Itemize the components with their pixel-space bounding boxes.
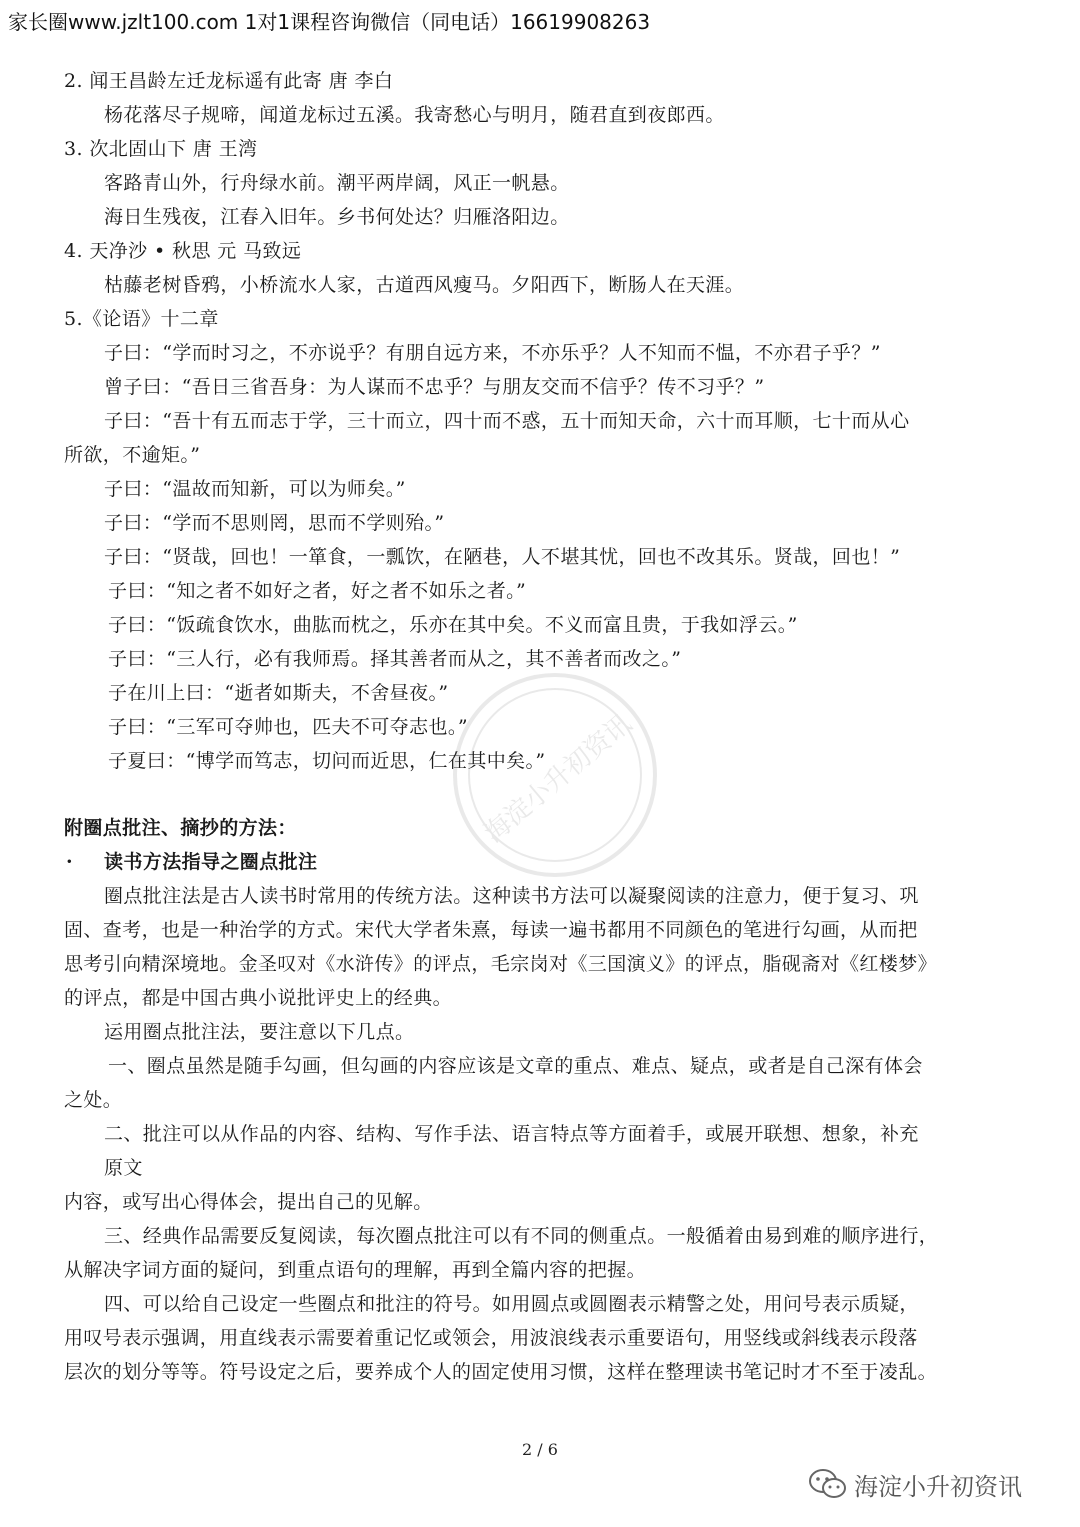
- lunyu-line: 子曰：“三人行，必有我师焉。择其善者而从之，其不善者而改之。”: [108, 648, 682, 670]
- paragraph-line: 二、批注可以从作品的内容、结构、写作手法、语言特点等方面着手，或展开联想、想象，补充: [104, 1123, 919, 1145]
- paragraph-line: 固、查考，也是一种治学的方式。宋代大学者朱熹，每读一遍书都用不同颜色的笔进行勾画，从而把: [64, 919, 918, 941]
- appendix-heading: 附圈点批注、摘抄的方法：: [64, 817, 297, 839]
- paragraph-line: 从解决字词方面的疑问，到重点语句的理解，再到全篇内容的把握。: [64, 1259, 647, 1281]
- paragraph-line: 内容，或写出心得体会，提出自己的见解。: [64, 1191, 433, 1213]
- paragraph-line: 用叹号表示强调，用直线表示需要着重记忆或领会，用波浪线表示重要语句，用竖线或斜线表示段落: [64, 1327, 918, 1349]
- lunyu-line: 子曰：“三军可夺帅也，匹夫不可夺志也。”: [108, 716, 468, 738]
- bullet-mark: ·: [66, 851, 74, 873]
- poem-line: 客路青山外，行舟绿水前。潮平两岸阔，风正一帆悬。: [104, 172, 570, 194]
- footer-brand-text: 海淀小升初资讯: [854, 1472, 1022, 1501]
- paragraph-line: 的评点，都是中国古典小说批评史上的经典。: [64, 987, 453, 1009]
- wechat-icon: [808, 1467, 848, 1501]
- lunyu-line: 子曰：“饭疏食饮水，曲肱而枕之，乐亦在其中矣。不义而富且贵，于我如浮云。”: [108, 614, 798, 636]
- paragraph-line: 原文: [104, 1157, 143, 1179]
- lunyu-line: 子曰：“贤哉，回也！一箪食，一瓢饮，在陋巷，人不堪其忧，回也不改其乐。贤哉，回也！”: [104, 546, 901, 568]
- poem-title: 4. 天净沙 • 秋思 元 马致远: [64, 240, 302, 262]
- watermark-seal: [450, 670, 660, 880]
- appendix-subheading: 读书方法指导之圈点批注: [104, 851, 318, 873]
- paragraph-line: 思考引向精深境地。金圣叹对《水浒传》的评点，毛宗岗对《三国演义》的评点，脂砚斋对《红楼梦》: [64, 953, 938, 975]
- lunyu-line: 子曰：“知之者不如好之者，好之者不如乐之者。”: [108, 580, 527, 602]
- lunyu-line: 子夏曰：“博学而笃志，切问而近思，仁在其中矣。”: [108, 750, 546, 772]
- footer-brand: [808, 1466, 1022, 1502]
- poem-title: 3. 次北固山下 唐 王湾: [64, 138, 258, 160]
- poem-line: 杨花落尽子规啼，闻道龙标过五溪。我寄愁心与明月，随君直到夜郎西。: [104, 104, 725, 126]
- poem-line: 枯藤老树昏鸦，小桥流水人家，古道西风瘦马。夕阳西下，断肠人在天涯。: [104, 274, 745, 296]
- header-contact-line: 家长圈www.jzlt100.com 1对1课程咨询微信（同电话）16619908263: [8, 10, 651, 34]
- lunyu-line: 曾子曰：“吾日三省吾身：为人谋而不忠乎？与朋友交而不信乎？传不习乎？”: [104, 376, 765, 398]
- paragraph-line: 三、经典作品需要反复阅读，每次圈点批注可以有不同的侧重点。一般循着由易到难的顺序进行，: [104, 1225, 939, 1247]
- lunyu-line: 子曰：“吾十有五而志于学，三十而立，四十而不惑，五十而知天命，六十而耳顺，七十而从心: [104, 410, 910, 432]
- lunyu-line: 子曰：“学而时习之，不亦说乎？有朋自远方来，不亦乐乎？人不知而不愠，不亦君子乎？”: [104, 342, 881, 364]
- lunyu-line: 子在川上曰：“逝者如斯夫，不舍昼夜。”: [108, 682, 449, 704]
- paragraph-line: 之处。: [64, 1089, 123, 1111]
- page-number: 2 / 6: [522, 1440, 558, 1459]
- poem-title: 5.《论语》十二章: [64, 308, 219, 330]
- paragraph-line: 一、圈点虽然是随手勾画，但勾画的内容应该是文章的重点、难点、疑点，或者是自己深有体会: [108, 1055, 923, 1077]
- paragraph-line: 层次的划分等等。符号设定之后，要养成个人的固定使用习惯，这样在整理读书笔记时才不至于凌乱。: [64, 1361, 938, 1383]
- lunyu-line: 子曰：“学而不思则罔，思而不学则殆。”: [104, 512, 445, 534]
- poem-title: 2. 闻王昌龄左迁龙标遥有此寄 唐 李白: [64, 70, 394, 92]
- lunyu-line: 所欲，不逾矩。”: [64, 444, 201, 466]
- lunyu-line: 子曰：“温故而知新，可以为师矣。”: [104, 478, 406, 500]
- watermark-text: 海淀小升初资讯: [478, 708, 638, 849]
- paragraph-line: 四、可以给自己设定一些圈点和批注的符号。如用圆点或圆圈表示精警之处，用问号表示质疑，: [104, 1293, 919, 1315]
- poem-line: 海日生残夜，江春入旧年。乡书何处达？归雁洛阳边。: [104, 206, 570, 228]
- paragraph-line: 运用圈点批注法，要注意以下几点。: [104, 1021, 415, 1043]
- paragraph-line: 圈点批注法是古人读书时常用的传统方法。这种读书方法可以凝聚阅读的注意力，便于复习、巩: [104, 885, 919, 907]
